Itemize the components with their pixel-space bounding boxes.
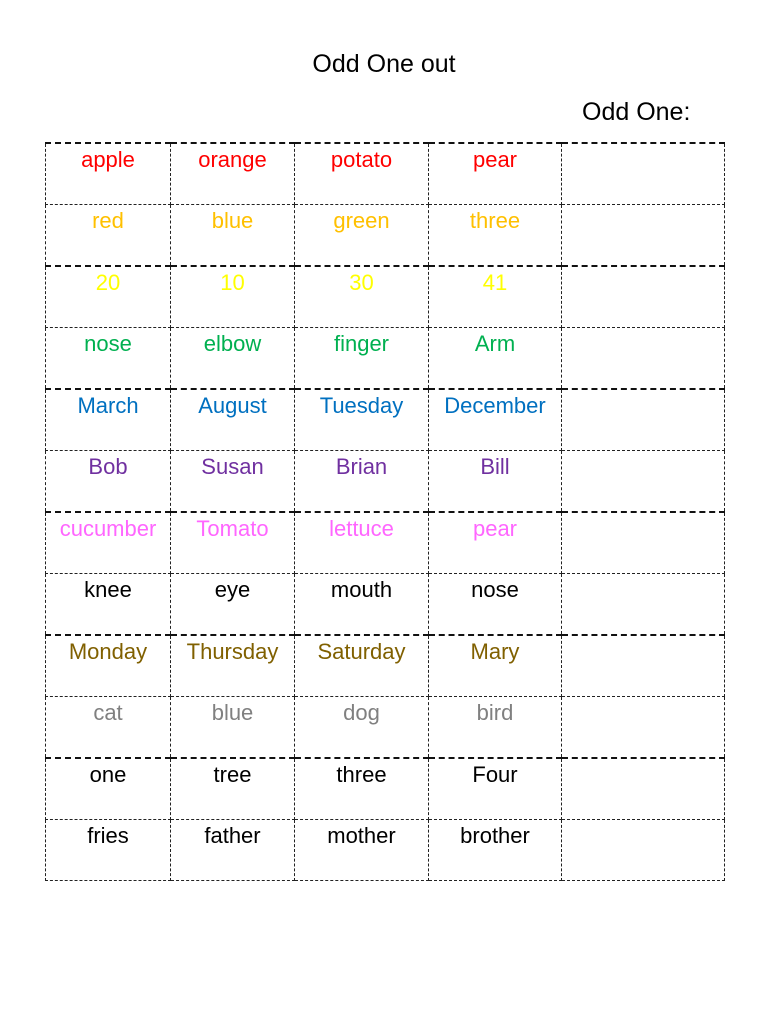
word-cell (171, 389, 295, 451)
answer-cell[interactable] (562, 143, 725, 205)
word-cell (46, 574, 171, 636)
word-cell (46, 266, 171, 328)
answer-cell[interactable] (562, 266, 725, 328)
word-cell (46, 143, 171, 205)
word-text: blue (211, 208, 254, 233)
word-cell (429, 697, 562, 759)
word-text: Thursday (186, 639, 279, 664)
answer-cell[interactable] (562, 451, 725, 513)
word-cell (429, 328, 562, 390)
word-cell (171, 205, 295, 267)
word-text: mother (327, 823, 396, 848)
word-cell (295, 574, 429, 636)
word-text: green (333, 208, 390, 233)
word-text: Brian (335, 454, 388, 479)
word-cell (429, 451, 562, 513)
word-cell (295, 328, 429, 390)
word-text: Arm (474, 331, 516, 356)
answer-cell[interactable] (562, 512, 725, 574)
word-text: December (444, 393, 546, 418)
table-row (46, 512, 725, 574)
word-cell (429, 205, 562, 267)
word-text: 10 (220, 270, 245, 295)
word-cell (46, 389, 171, 451)
answer-cell[interactable] (562, 635, 725, 697)
word-cell (429, 266, 562, 328)
word-cell (46, 451, 171, 513)
word-text: knee (84, 577, 132, 602)
word-text: tree (213, 762, 252, 787)
word-cell (46, 758, 171, 820)
word-cell (295, 820, 429, 881)
word-text: Bill (480, 454, 510, 479)
answer-cell[interactable] (562, 389, 725, 451)
word-cell (171, 512, 295, 574)
word-cell (429, 574, 562, 636)
word-cell (171, 758, 295, 820)
word-cell (171, 820, 295, 881)
odd-one-column-label: Odd One: (582, 98, 691, 126)
table-row (46, 574, 725, 636)
word-text: August (198, 393, 267, 418)
word-cell (295, 389, 429, 451)
word-text: 41 (482, 270, 508, 295)
word-cell (171, 697, 295, 759)
word-text: nose (84, 331, 132, 356)
answer-cell[interactable] (562, 820, 725, 881)
table-row (46, 328, 725, 390)
word-text: eye (214, 577, 251, 602)
word-cell (46, 820, 171, 881)
word-text: Tuesday (319, 393, 404, 418)
word-cell (295, 451, 429, 513)
odd-one-out-table (45, 142, 725, 881)
word-text: mouth (330, 577, 393, 602)
word-cell (171, 143, 295, 205)
word-cell (295, 697, 429, 759)
word-cell (46, 697, 171, 759)
table-row (46, 697, 725, 759)
table-row (46, 451, 725, 513)
word-text: red (92, 208, 124, 233)
table-row (46, 205, 725, 267)
word-cell (429, 758, 562, 820)
word-cell (295, 635, 429, 697)
word-text: one (89, 762, 127, 787)
word-cell (429, 389, 562, 451)
word-cell (46, 635, 171, 697)
word-text: elbow (203, 331, 262, 356)
word-text: Susan (201, 454, 264, 479)
word-cell (46, 512, 171, 574)
word-cell (171, 635, 295, 697)
table-row (46, 143, 725, 205)
word-text: Mary (470, 639, 520, 664)
word-text: Bob (88, 454, 128, 479)
word-text: apple (81, 147, 135, 172)
word-cell (429, 820, 562, 881)
word-cell (171, 328, 295, 390)
word-cell (171, 266, 295, 328)
word-cell (46, 205, 171, 267)
word-text: March (77, 393, 139, 418)
word-cell (295, 758, 429, 820)
table-row (46, 758, 725, 820)
word-cell (295, 266, 429, 328)
table-row (46, 266, 725, 328)
table-row (46, 820, 725, 881)
word-cell (429, 512, 562, 574)
answer-cell[interactable] (562, 697, 725, 759)
word-text: Tomato (196, 516, 269, 541)
word-text: finger (333, 331, 390, 356)
word-cell (171, 574, 295, 636)
word-cell (295, 205, 429, 267)
word-text: cucumber (59, 516, 157, 541)
answer-cell[interactable] (562, 758, 725, 820)
answer-cell[interactable] (562, 205, 725, 267)
table-row (46, 635, 725, 697)
word-cell (429, 143, 562, 205)
word-text: orange (198, 147, 267, 172)
word-text: pear (472, 147, 518, 172)
word-cell (295, 143, 429, 205)
word-cell (46, 328, 171, 390)
word-text: 20 (95, 270, 121, 295)
word-cell (295, 512, 429, 574)
word-text: Four (472, 762, 518, 787)
table-row (46, 389, 725, 451)
word-text: father (204, 823, 261, 848)
word-text: fries (87, 823, 129, 848)
answer-cell[interactable] (562, 328, 725, 390)
word-text: 30 (349, 270, 374, 295)
word-text: bird (476, 700, 514, 725)
word-text: dog (343, 700, 380, 725)
word-text: cat (93, 700, 123, 725)
word-text: nose (471, 577, 519, 602)
word-cell (429, 635, 562, 697)
word-text: Monday (68, 639, 148, 664)
answer-cell[interactable] (562, 574, 725, 636)
worksheet-title: Odd One out (312, 50, 456, 78)
word-text: pear (472, 516, 518, 541)
word-text: potato (330, 147, 393, 172)
table-body (46, 143, 725, 881)
word-text: lettuce (329, 516, 394, 541)
word-text: three (336, 762, 387, 787)
word-text: brother (460, 823, 530, 848)
word-text: blue (211, 700, 254, 725)
word-cell (171, 451, 295, 513)
word-text: Saturday (317, 639, 406, 664)
word-text: three (469, 208, 521, 233)
